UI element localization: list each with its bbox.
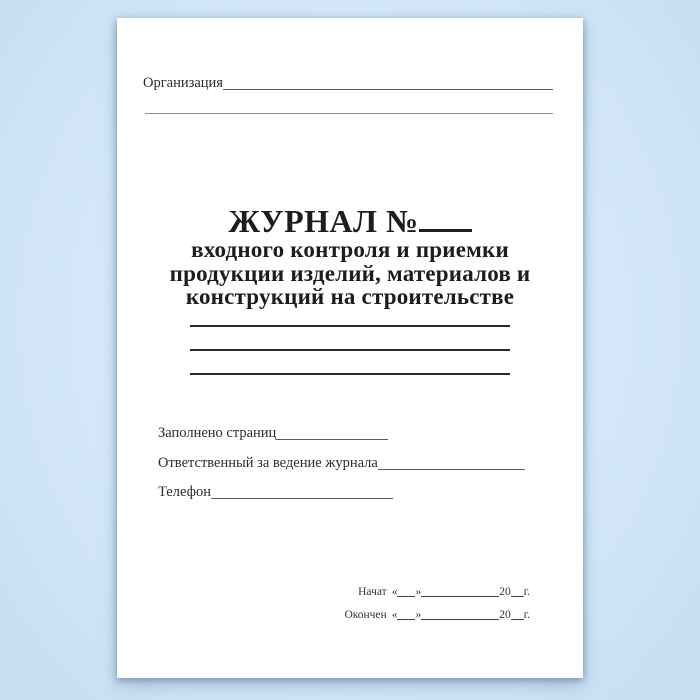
journal-title-text: ЖУРНАЛ № [228, 203, 419, 239]
responsible-person-blank-line [378, 469, 525, 470]
date-finished-label: Окончен [344, 609, 387, 621]
close-quote: » [415, 609, 422, 621]
journal-cover-page [117, 18, 583, 678]
close-quote: » [415, 586, 422, 598]
title-blank-line-2 [190, 349, 510, 351]
date-finished-year-blank [511, 618, 524, 620]
phone-field [158, 484, 393, 501]
date-finished-day-blank [397, 618, 415, 620]
responsible-person-label: Ответственный за ведение журнала [158, 455, 378, 471]
date-started-month-blank [421, 595, 499, 597]
date-finished-field [344, 607, 530, 621]
date-started-year-blank [511, 595, 524, 597]
open-quote: « [391, 586, 398, 598]
date-finished-century: 20 [499, 609, 511, 621]
open-quote: « [391, 609, 398, 621]
date-started-field [358, 584, 530, 598]
phone-blank-line [211, 498, 393, 499]
date-started-day-blank [397, 595, 415, 597]
title-block [117, 204, 583, 309]
journal-subtitle-line1: входного контроля и приемки [191, 237, 509, 262]
title-blank-line-3 [190, 373, 510, 375]
pages-filled-label: Заполнено страниц [158, 425, 277, 441]
journal-number-blank-line [419, 225, 472, 232]
journal-subtitle-line2: продукции изделий, материалов и [169, 260, 531, 286]
organization-blank-line [223, 89, 553, 90]
phone-label: Телефон [158, 484, 211, 500]
organization-label: Организация [143, 75, 223, 91]
responsible-person-field [158, 455, 525, 472]
journal-title [117, 204, 583, 238]
organization-field [143, 74, 553, 92]
pages-filled-field [158, 425, 388, 442]
title-blank-line-1 [190, 325, 510, 327]
date-started-year-suffix: г. [523, 586, 530, 598]
pages-filled-blank-line [276, 439, 388, 440]
organization-blank-line-2 [145, 113, 553, 114]
journal-subtitle-line3: конструкций на строительстве [185, 284, 515, 309]
date-finished-month-blank [421, 618, 499, 620]
date-started-label: Начат [358, 586, 387, 598]
date-started-century: 20 [499, 586, 511, 598]
date-finished-year-suffix: г. [523, 609, 530, 621]
